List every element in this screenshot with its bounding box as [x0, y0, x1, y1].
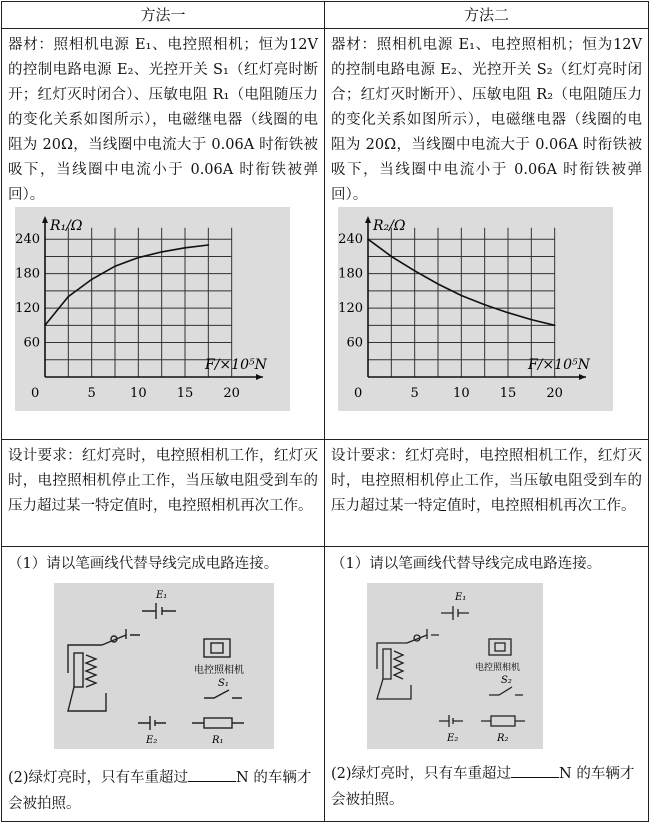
data-point: [91, 279, 93, 281]
relay-contact: [407, 629, 439, 643]
materials-cell-1: [2, 29, 325, 440]
y-tick-label: 120: [338, 301, 363, 317]
design-req-1: 设计要求：红灯亮时，电控照相机工作，红灯灭时，电控照相机停止工作，当压敏电阻受到车的压力超过某一特定值时，电控照相机再次工作。: [2, 440, 325, 547]
design-req-2: 设计要求：红灯亮时，电控照相机工作，红灯灭时，电控照相机停止工作，当压敏电阻受到车的压力超过某一特定值时，电控照相机再次工作。: [325, 440, 649, 547]
question-2-post-2: N 的车辆才会被拍照。: [331, 766, 635, 808]
y-tick-label: 60: [346, 335, 363, 351]
y-tick-label: 180: [338, 266, 363, 282]
y-tick-label: 240: [15, 232, 40, 248]
origin-label: 0: [31, 386, 40, 401]
materials-text-1: 器材：照相机电源 E₁、电控照相机；恒为12V 的控制电路电源 E₂、光控开关 S₁（红灯亮时断开；红灯灭时闭合）、压敏电阻 R₁（电阻随压力的变化关系如图所示），电磁继电器（线圈的电阻为 20Ω，当线圈中电流大于 0.06A 时衔铁被吸下，当线圈中电流小于 0.06A 时衔铁被弹回）。: [8, 37, 318, 203]
label-camera: 电控照相机: [475, 663, 521, 673]
data-point: [114, 265, 116, 267]
comparison-table: [1, 1, 649, 822]
chart-r1: [15, 207, 290, 419]
circuit-cell-1: [2, 547, 325, 822]
data-point: [391, 256, 393, 258]
answer-blank-2[interactable]: [511, 763, 559, 778]
relay-coil: [394, 651, 403, 679]
data-point: [138, 257, 140, 259]
chart-r2-container: [325, 207, 648, 439]
chart-r1-container: [2, 207, 324, 439]
origin-label: 0: [354, 386, 363, 401]
circuit-cell-2: [325, 547, 649, 822]
data-point: [531, 319, 533, 321]
x-tick-label: 15: [176, 386, 194, 401]
relay-base: [68, 687, 106, 711]
y-tick-label: 180: [15, 266, 40, 282]
data-point: [507, 312, 509, 314]
data-point: [437, 283, 439, 285]
question-2-1: [2, 761, 324, 821]
resistor-symbol: [491, 716, 515, 726]
camera-lens: [211, 643, 223, 653]
circuit-diagram-2: [367, 583, 543, 749]
y-tick-label: 60: [23, 335, 40, 351]
y-tick-label: 120: [15, 301, 40, 317]
header-method-1: 方法一: [2, 2, 325, 29]
data-point: [44, 325, 46, 327]
materials-cell-2: [325, 29, 649, 440]
x-tick-label: 5: [410, 386, 419, 401]
data-point: [461, 295, 463, 297]
question-2-pre-2: (2)绿灯亮时，只有车重超过: [331, 766, 512, 782]
relay-core: [74, 653, 83, 687]
camera-lens: [495, 643, 505, 651]
x-tick-label: 20: [223, 386, 240, 401]
question-2-pre-1: (2)绿灯亮时，只有车重超过: [8, 770, 189, 786]
question-1-text-1: （1）请以笔画线代替导线完成电路连接。: [8, 556, 279, 572]
label-switch: S₂: [501, 675, 512, 686]
relay-coil: [86, 655, 96, 687]
question-2-2: [325, 761, 648, 817]
chart-r2: [338, 207, 613, 419]
materials-text-2: 器材：照相机电源 E₁、电控照相机；恒为12V 的控制电路电源 E₂、光控开关 S₂（红灯亮时闭合；红灯灭时断开）、压敏电阻 R₂（电阻随压力的变化关系如图所示），电磁继电器（线圈的电阻为 20Ω，当线圈中电流大于 0.06A 时衔铁被吸下，当线圈中电流小于 0.06A 时衔铁被弹回）。: [331, 37, 642, 203]
resistor-symbol: [204, 718, 232, 728]
label-resistor: R₁: [212, 735, 224, 746]
battery-e1-symbol: [142, 603, 176, 619]
header-method-2: 方法二: [325, 2, 649, 29]
battery-e2-symbol: [138, 716, 166, 730]
relay-core: [383, 649, 391, 679]
label-camera: 电控照相机: [194, 665, 244, 676]
switch-symbol: [204, 690, 242, 698]
label-switch: S₁: [218, 678, 229, 689]
label-e1: E₁: [156, 590, 168, 601]
x-tick-label: 10: [453, 386, 470, 401]
question-1-text-2: （1）请以笔画线代替导线完成电路连接。: [331, 556, 602, 572]
battery-e2-symbol: [439, 715, 463, 727]
data-point: [484, 304, 486, 306]
battery-e1-symbol: [441, 606, 469, 620]
data-point: [414, 270, 416, 272]
x-tick-label: 5: [87, 386, 96, 401]
data-point: [161, 251, 163, 253]
x-axis-label: F/×10⁵N: [528, 357, 590, 373]
label-resistor: R₂: [497, 733, 509, 744]
data-point: [208, 244, 210, 246]
circuit-diagram-1: [54, 583, 274, 749]
label-e1: E₁: [455, 592, 467, 603]
label-e2: E₂: [146, 735, 158, 746]
x-tick-label: 15: [499, 386, 517, 401]
chart-background: [338, 207, 613, 411]
y-axis-label: R₁/Ω: [50, 218, 83, 234]
question-2-post-1: N 的车辆才会被拍照。: [8, 770, 312, 812]
camera-box: [204, 639, 230, 657]
answer-blank-1[interactable]: [188, 767, 236, 782]
relay-contact: [102, 629, 140, 645]
relay-base: [377, 679, 411, 699]
data-point: [554, 325, 556, 327]
y-axis-label: R₂/Ω: [373, 218, 406, 234]
data-point: [367, 238, 369, 240]
x-tick-label: 10: [130, 386, 147, 401]
x-axis-label: F/×10⁵N: [205, 357, 267, 373]
label-e2: E₂: [447, 733, 459, 744]
y-tick-label: 240: [338, 232, 363, 248]
switch-symbol: [489, 687, 523, 695]
x-tick-label: 20: [546, 386, 563, 401]
data-point: [184, 247, 186, 249]
camera-box: [489, 639, 511, 655]
data-point: [68, 296, 70, 298]
relay-armature: [377, 643, 407, 669]
chart-background: [15, 207, 290, 411]
